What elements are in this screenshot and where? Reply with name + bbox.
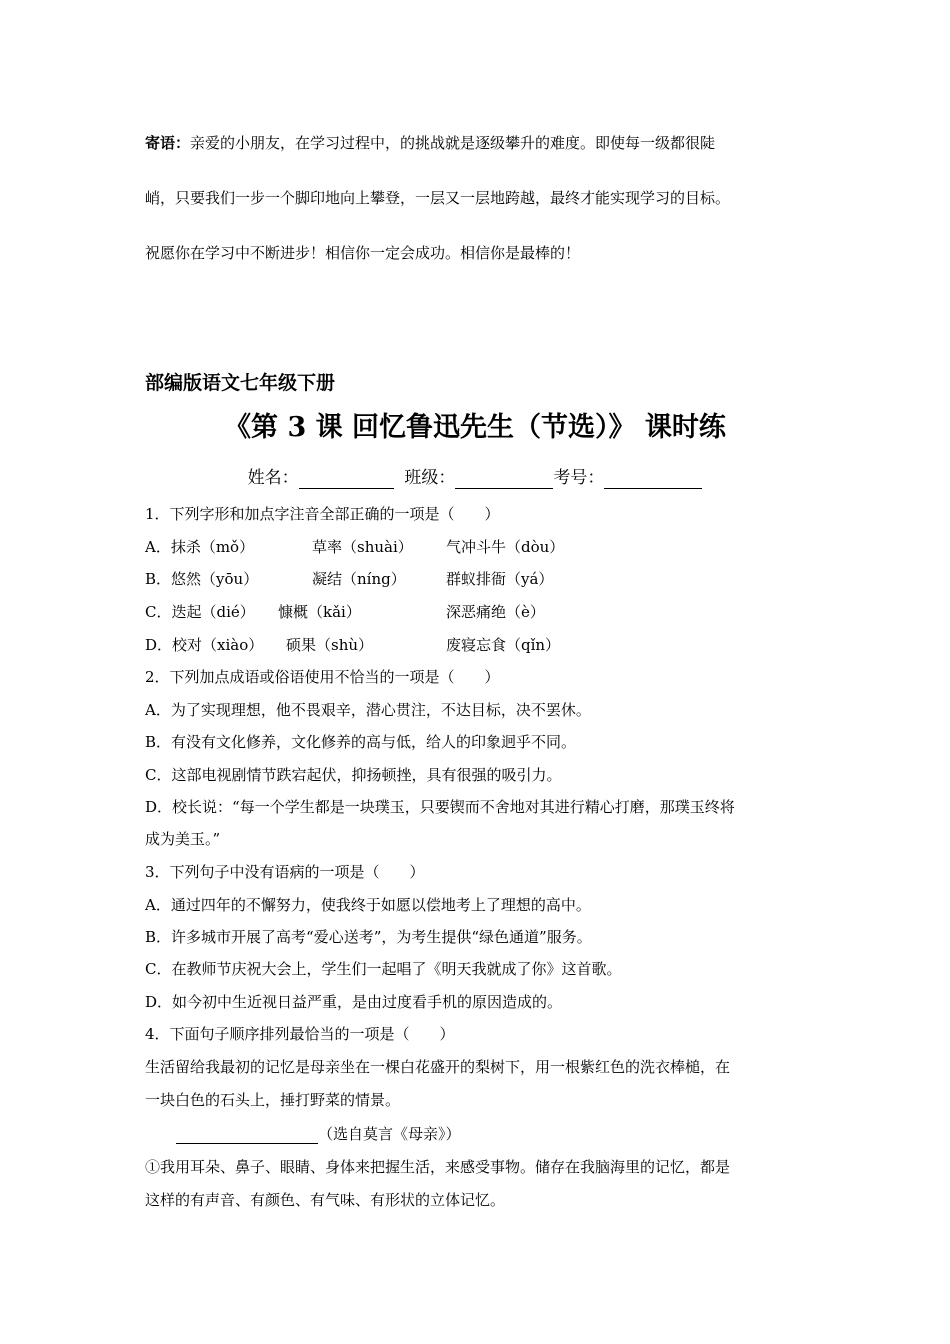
number-blank[interactable]	[604, 470, 702, 489]
message-line-3: 祝愿你在学习中不断进步！相信你一定会成功。相信你是最棒的！	[145, 244, 581, 262]
q3-option-d: D．如今初中生近视日益严重，是由过度看手机的原因造成的。	[145, 993, 563, 1011]
q4-passage-line1: 生活留给我最初的记忆是母亲坐在一棵白花盛开的梨树下，用一根紫红色的洗衣棒槌，在	[145, 1058, 731, 1076]
q2-stem: 2．下列加点成语或俗语使用不恰当的一项是（ ）	[145, 668, 500, 686]
q1-b-word1: B．悠然（yōu）	[145, 570, 259, 588]
q4-answer-blank[interactable]	[176, 1125, 318, 1144]
q2-option-d-line1: D．校长说：“每一个学生都是一块璞玉，只要锲而不舍地对其进行精心打磨，那璞玉终将	[145, 798, 735, 816]
q3-option-c: C．在教师节庆祝大会上，学生们一起唱了《明天我就成了你》这首歌。	[145, 960, 622, 978]
q2-option-b: B．有没有文化修养，文化修养的高与低，给人的印象迥乎不同。	[145, 733, 577, 751]
q4-source: （选自莫言《母亲》）	[318, 1125, 461, 1143]
q1-option-c	[145, 602, 810, 622]
q4-passage-line2: 一块白色的石头上，捶打野菜的情景。	[145, 1091, 401, 1109]
q1-option-b	[145, 569, 810, 589]
q1-option-a	[145, 537, 810, 557]
q1-a-word2: 草率（shuài）	[312, 538, 413, 556]
name-blank[interactable]	[299, 470, 394, 489]
q1-b-word3: 群蚁排衙（yá）	[446, 570, 554, 588]
q4-stem: 4．下面句子顺序排列最恰当的一项是（ ）	[145, 1025, 455, 1043]
q1-d-word1: D．校对（xiào）	[145, 636, 264, 654]
student-info-line	[0, 467, 950, 489]
message-line-2: 峭，只要我们一步一个脚印地向上攀登，一层又一层地跨越，最终才能实现学习的目标。	[145, 189, 731, 207]
q4-sentence-1-line1: ①我用耳朵、鼻子、眼睛、身体来把握生活，来感受事物。储存在我脑海里的记忆，都是	[145, 1158, 731, 1176]
q3-option-b: B．许多城市开展了高考“爱心送考”，为考生提供“绿色通道”服务。	[145, 928, 592, 946]
q4-fill-line	[176, 1124, 810, 1144]
series-heading: 部编版语文七年级下册	[145, 372, 336, 394]
class-blank[interactable]	[455, 470, 553, 489]
q1-a-word1: A．抹杀（mǒ）	[145, 538, 255, 556]
q2-option-c: C．这部电视剧情节跌宕起伏，抑扬顿挫，具有很强的吸引力。	[145, 766, 562, 784]
page-title: 《第 3 课 回忆鲁迅先生（节选）》 课时练	[224, 412, 726, 443]
q1-c-word2: 慷概（kǎi）	[278, 603, 361, 621]
message-text-1: 亲爱的小朋友，在学习过程中，的挑战就是逐级攀升的难度。即使每一级都很陡	[190, 134, 716, 152]
q1-d-word2: 硕果（shù）	[286, 636, 374, 654]
q3-option-a: A．通过四年的不懈努力，使我终于如愿以偿地考上了理想的高中。	[145, 896, 591, 914]
q1-stem: 1．下列字形和加点字注音全部正确的一项是（ ）	[145, 505, 500, 523]
message-label: 寄语：	[145, 134, 191, 152]
q2-option-a: A．为了实现理想，他不畏艰辛，潜心贯注，不达目标，决不罢休。	[145, 701, 591, 719]
q2-option-d-line2: 成为美玉。”	[145, 830, 221, 848]
q1-c-word1: C．迭起（dié）	[145, 603, 255, 621]
name-label: 姓名：	[247, 468, 299, 488]
q1-c-word3: 深恶痛绝（è）	[446, 603, 545, 621]
number-label: 考号：	[553, 468, 605, 488]
q1-d-word3: 废寝忘食（qǐn）	[446, 636, 561, 654]
class-label: 班级：	[404, 468, 456, 488]
q3-stem: 3．下列句子中没有语病的一项是（ ）	[145, 863, 425, 881]
q1-a-word3: 气冲斗牛（dòu）	[446, 538, 565, 556]
q1-option-d	[145, 635, 810, 655]
message-line-1	[145, 133, 810, 153]
q1-b-word2: 凝结（níng）	[312, 570, 406, 588]
q4-sentence-1-line2: 这样的有声音、有颜色、有气味、有形状的立体记忆。	[145, 1191, 506, 1209]
